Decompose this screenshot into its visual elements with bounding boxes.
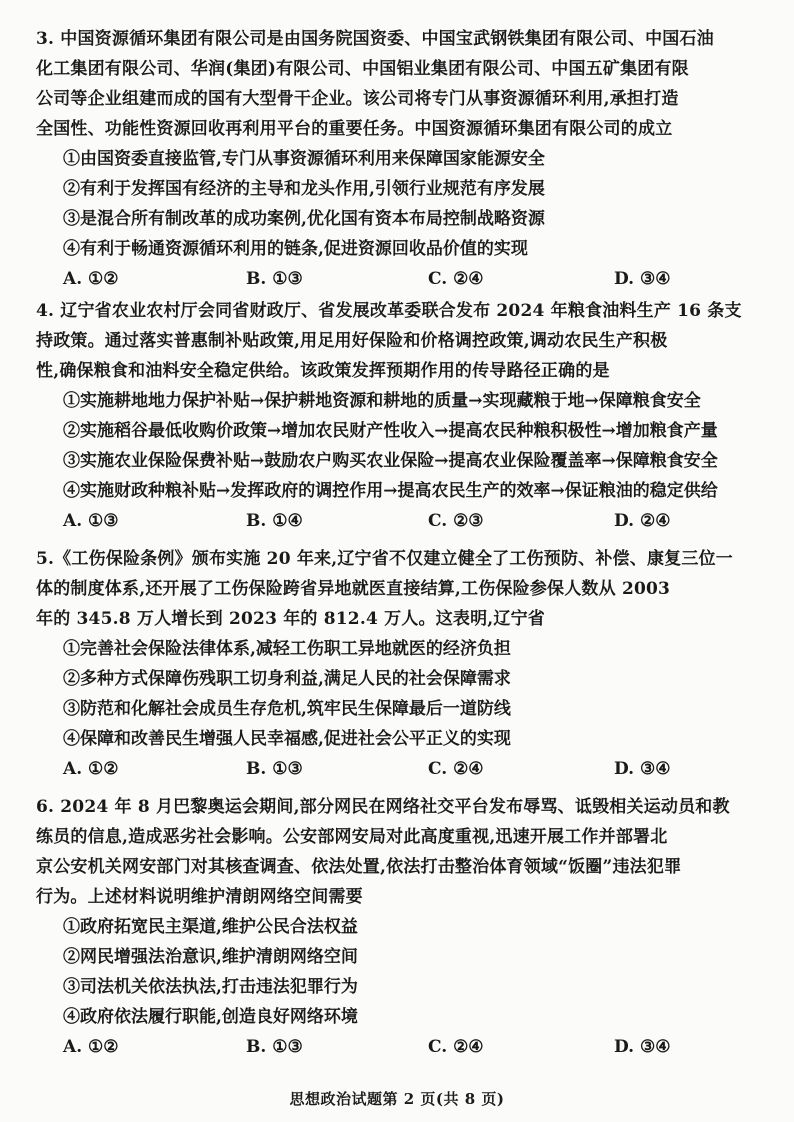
answer-choices	[36, 264, 776, 294]
question-stem-line: 公司等企业组建而成的国有大型骨干企业。该公司将专门从事资源循环利用,承担打造	[36, 89, 679, 109]
statement-3: ③是混合所有制改革的成功案例,优化国有资本布局控制战略资源	[63, 209, 545, 229]
statement-3: ③实施农业保险保费补贴→鼓励农户购买农业保险→提高农业保险覆盖率→保障粮食安全	[63, 451, 718, 471]
question-stem-line: 年的 345.8 万人增长到 2023 年的 812.4 万人。这表明,辽宁省	[36, 609, 546, 629]
question-5	[36, 544, 776, 784]
choice-b: B. ①③	[246, 759, 303, 779]
question-stem-line: 全国性、功能性资源回收再利用平台的重要任务。中国资源循环集团有限公司的成立	[36, 119, 673, 139]
question-stem-line: 练员的信息,造成恶劣社会影响。公安部网安局对此高度重视,迅速开展工作并部署北	[36, 827, 668, 847]
page-footer: 思想政治试题第 2 页(共 8 页)	[289, 1090, 505, 1108]
question-6	[36, 792, 776, 1062]
choice-a: A. ①②	[63, 1037, 119, 1057]
statement-1: ①政府拓宽民主渠道,维护公民合法权益	[63, 917, 358, 937]
statement-1: ①实施耕地地力保护补贴→保护耕地资源和耕地的质量→实现藏粮于地→保障粮食安全	[63, 391, 701, 411]
choice-c: C. ②③	[428, 511, 484, 531]
statement-4: ④实施财政种粮补贴→发挥政府的调控作用→提高农民生产的效率→保证粮油的稳定供给	[63, 481, 718, 501]
statement-4: ④保障和改善民生增强人民幸福感,促进社会公平正义的实现	[63, 729, 511, 749]
answer-choices	[36, 1032, 776, 1062]
statement-3: ③防范和化解社会成员生存危机,筑牢民生保障最后一道防线	[63, 699, 511, 719]
choice-c: C. ②④	[428, 1037, 484, 1057]
choice-c: C. ②④	[428, 759, 484, 779]
choice-d: D. ③④	[614, 269, 671, 289]
choice-b: B. ①③	[246, 1037, 303, 1057]
question-stem-line: 行为。上述材料说明维护清朗网络空间需要	[36, 887, 363, 907]
question-stem-line: 4. 辽宁省农业农村厅会同省财政厅、省发展改革委联合发布 2024 年粮食油料生产 16 条支	[36, 301, 742, 321]
question-stem-line: 京公安机关网安部门对其核查调查、依法处置,依法打击整治体育领域“饭圈”违法犯罪	[36, 857, 682, 877]
question-stem-line: 3. 中国资源循环集团有限公司是由国务院国资委、中国宝武钢铁集团有限公司、中国石油	[36, 29, 714, 49]
answer-choices	[36, 506, 776, 536]
question-3	[36, 24, 776, 294]
statement-1: ①完善社会保险法律体系,减轻工伤职工异地就医的经济负担	[63, 639, 511, 659]
question-stem-line: 持政策。通过落实普惠制补贴政策,用足用好保险和价格调控政策,调动农民生产积极	[36, 331, 668, 351]
choice-b: B. ①④	[246, 511, 303, 531]
statement-1: ①由国资委直接监管,专门从事资源循环利用来保障国家能源安全	[63, 149, 545, 169]
statement-2: ②网民增强法治意识,维护清朗网络空间	[63, 947, 358, 967]
choice-d: D. ③④	[614, 1037, 671, 1057]
choice-a: A. ①③	[63, 511, 119, 531]
statement-2: ②多种方式保障伤残职工切身利益,满足人民的社会保障需求	[63, 669, 511, 689]
choice-d: D. ③④	[614, 759, 671, 779]
question-stem-line: 化工集团有限公司、华润(集团)有限公司、中国铝业集团有限公司、中国五矿集团有限	[36, 59, 689, 79]
answer-choices	[36, 754, 776, 784]
choice-d: D. ②④	[614, 511, 671, 531]
statement-4: ④政府依法履行职能,创造良好网络环境	[63, 1007, 358, 1027]
question-stem-line: 6. 2024 年 8 月巴黎奥运会期间,部分网民在网络社交平台发布辱骂、诋毁相关运动员和教	[36, 797, 730, 817]
choice-a: A. ①②	[63, 269, 119, 289]
statement-3: ③司法机关依法执法,打击违法犯罪行为	[63, 977, 358, 997]
statement-2: ②实施稻谷最低收购价政策→增加农民财产性收入→提高农民种粮积极性→增加粮食产量	[63, 421, 718, 441]
question-stem-line: 体的制度体系,还开展了工伤保险跨省异地就医直接结算,工伤保险参保人数从 2003	[36, 579, 671, 599]
statement-4: ④有利于畅通资源循环利用的链条,促进资源回收品价值的实现	[63, 239, 528, 259]
question-stem-line: 性,确保粮食和油料安全稳定供给。该政策发挥预期作用的传导路径正确的是	[36, 361, 610, 381]
question-4	[36, 296, 776, 536]
statement-2: ②有利于发挥国有经济的主导和龙头作用,引领行业规范有序发展	[63, 179, 545, 199]
question-stem-line: 5.《工伤保险条例》颁布实施 20 年来,辽宁省不仅建立健全了工伤预防、补偿、康复三位一	[36, 549, 733, 569]
choice-a: A. ①②	[63, 759, 119, 779]
choice-c: C. ②④	[428, 269, 484, 289]
choice-b: B. ①③	[246, 269, 303, 289]
